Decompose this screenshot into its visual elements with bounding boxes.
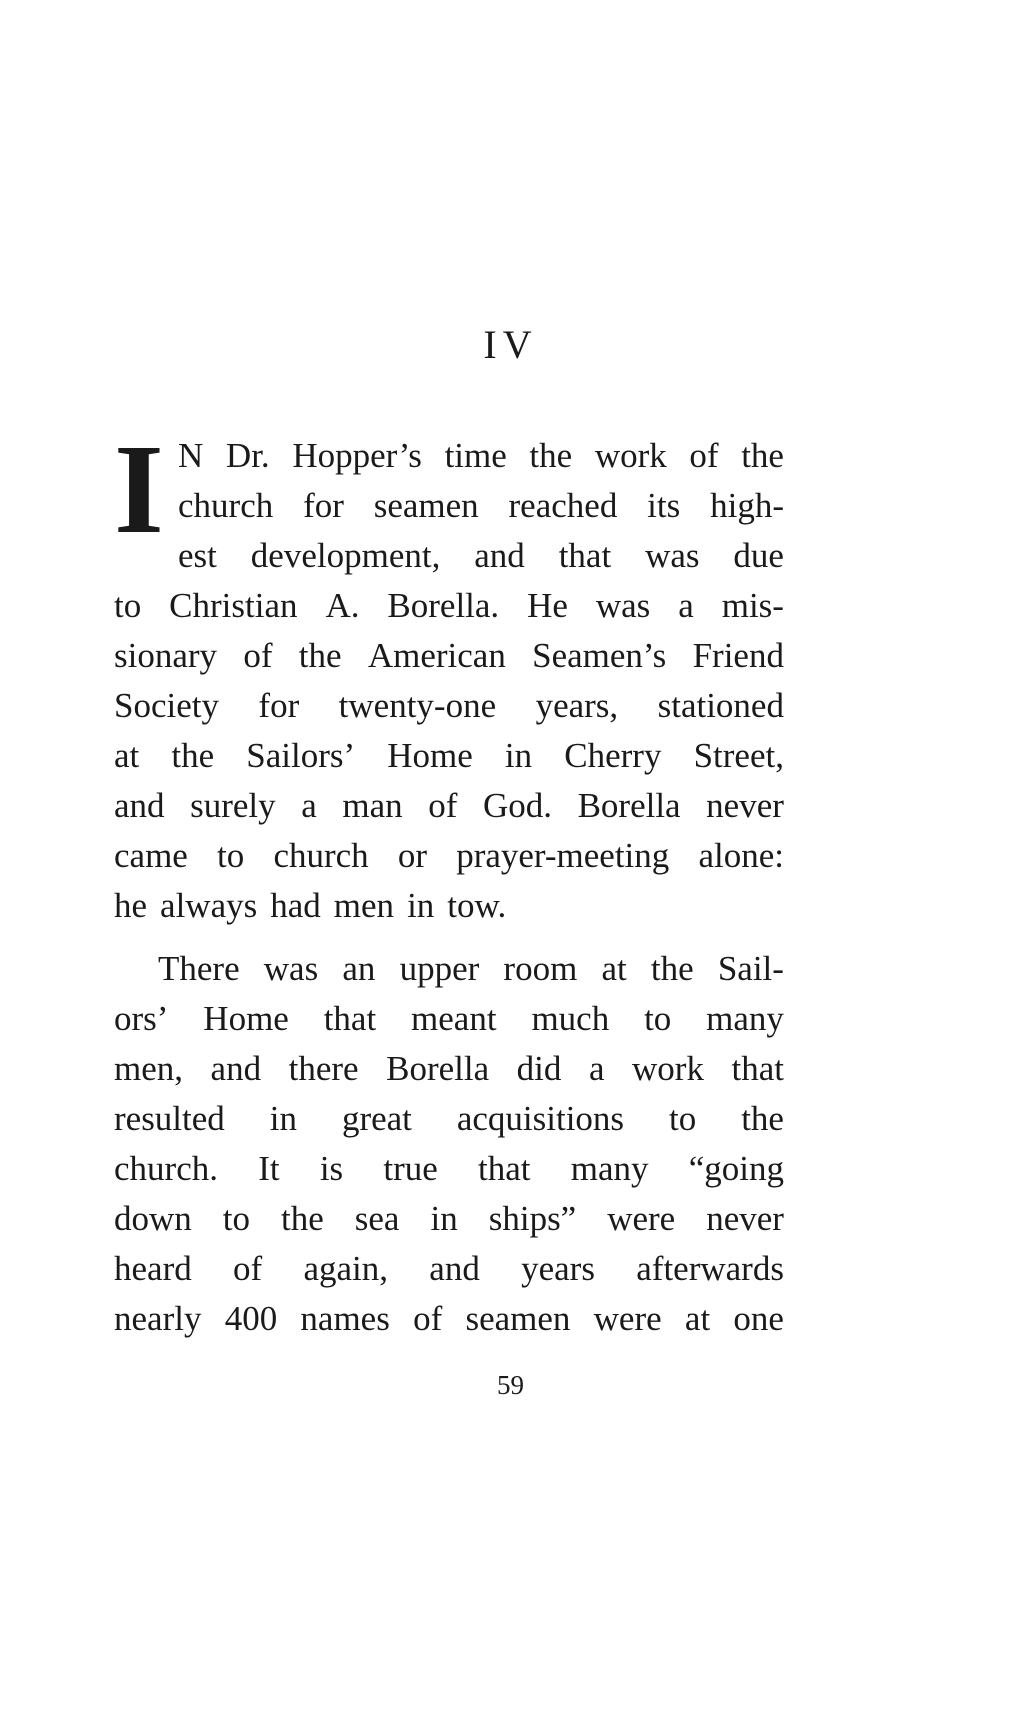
word: development, [250, 536, 441, 575]
text-line [114, 1044, 784, 1094]
word: Sailors’ [246, 736, 356, 775]
text-line [114, 581, 784, 631]
word: came [114, 836, 188, 875]
word: for [258, 686, 300, 725]
word: a [588, 1049, 605, 1088]
word: Cherry [564, 736, 662, 775]
word: ships” [488, 1199, 577, 1238]
word: Society [114, 686, 219, 725]
word: There [158, 949, 240, 988]
word: Borella [577, 786, 681, 825]
word: alone: [698, 836, 784, 875]
word: church [273, 836, 369, 875]
word: that [731, 1049, 784, 1088]
word: Dr. [225, 436, 270, 475]
word: were [607, 1199, 676, 1238]
word: to [222, 1199, 251, 1238]
word: Borella. [387, 586, 500, 625]
word: an [342, 949, 376, 988]
word: God. [482, 786, 552, 825]
word: church [178, 486, 274, 525]
text-line [114, 831, 784, 881]
word: great [341, 1099, 412, 1138]
word: mis- [721, 586, 784, 625]
word: one [733, 1299, 784, 1338]
word: room [503, 949, 578, 988]
word: prayer-meeting [456, 836, 670, 875]
word: to [114, 586, 142, 625]
paragraph-2 [114, 944, 784, 1344]
paragraph-1 [114, 431, 784, 931]
word: sea [354, 1199, 400, 1238]
word: never [706, 1199, 784, 1238]
word: many [570, 1149, 649, 1188]
word: in [407, 886, 435, 925]
word: and [429, 1249, 480, 1288]
word: down [114, 1199, 192, 1238]
word: resulted [114, 1099, 225, 1138]
word: did [516, 1049, 562, 1088]
text-line [114, 1094, 784, 1144]
word: or [397, 836, 428, 875]
word: work [594, 436, 667, 475]
text-line [114, 681, 784, 731]
word: work [632, 1049, 704, 1088]
text-line [114, 944, 784, 994]
word: time [444, 436, 507, 475]
word: to [644, 999, 672, 1038]
word: at [601, 949, 627, 988]
text-line [178, 531, 784, 581]
word: due [733, 536, 784, 575]
word: the [281, 1199, 324, 1238]
word: upper [399, 949, 480, 988]
word: was [595, 586, 651, 625]
text-line [114, 1294, 784, 1344]
text-line [178, 431, 784, 481]
word: It [258, 1149, 280, 1188]
word: never [706, 786, 784, 825]
word: much [531, 999, 610, 1038]
word: seamen [465, 1299, 571, 1338]
word: in [430, 1199, 458, 1238]
word: a [301, 786, 317, 825]
word: of [413, 1299, 443, 1338]
word: at [684, 1299, 711, 1338]
word: and [210, 1049, 262, 1088]
word: acquisitions [456, 1099, 625, 1138]
word: heard [114, 1249, 192, 1288]
word: that [478, 1149, 531, 1188]
text-line [114, 881, 784, 931]
word: men [333, 886, 395, 925]
word: there [288, 1049, 359, 1088]
word: “going [688, 1149, 784, 1188]
word: Hopper’s [292, 436, 422, 475]
text-line [114, 731, 784, 781]
word: were [593, 1299, 662, 1338]
word: of [243, 636, 273, 675]
word: many [706, 999, 784, 1038]
word: N [178, 436, 204, 475]
word: Friend [692, 636, 784, 675]
word: the [741, 436, 784, 475]
word: was [263, 949, 319, 988]
text-line [114, 1194, 784, 1244]
word: Seamen’s [532, 636, 667, 675]
word: surely [190, 786, 276, 825]
word: and [474, 536, 525, 575]
word: meant [411, 999, 497, 1038]
word: nearly [114, 1299, 202, 1338]
text-line [114, 1244, 784, 1294]
word: sionary [114, 636, 218, 675]
word: was [645, 536, 700, 575]
word: Home [203, 999, 289, 1038]
word: true [383, 1149, 438, 1188]
chapter-heading: IV [483, 322, 538, 367]
text-line [114, 781, 784, 831]
word: years, [535, 686, 619, 725]
word: at [114, 736, 140, 775]
page-number: 59 [497, 1370, 524, 1400]
word: A. [325, 586, 360, 625]
word: twenty-one [338, 686, 497, 725]
word: for [303, 486, 344, 525]
word: to [217, 836, 245, 875]
word: reached [508, 486, 618, 525]
word: Home [387, 736, 473, 775]
word: He [527, 586, 568, 625]
word: in [504, 736, 533, 775]
word: and [114, 786, 165, 825]
text-line [114, 631, 784, 681]
word: Christian [169, 586, 298, 625]
word: est [178, 536, 217, 575]
text-line [114, 994, 784, 1044]
word: a [678, 586, 694, 625]
word: of [233, 1249, 263, 1288]
word: the [741, 1099, 784, 1138]
word: afterwards [636, 1249, 784, 1288]
word: names [300, 1299, 390, 1338]
word: seamen [373, 486, 479, 525]
word: Street, [693, 736, 784, 775]
word: is [319, 1149, 344, 1188]
word: again, [303, 1249, 388, 1288]
word: the [650, 949, 694, 988]
drop-cap-letter: I [114, 418, 164, 560]
word: years [521, 1249, 595, 1288]
text-line [178, 481, 784, 531]
word: the [171, 736, 215, 775]
word: its [647, 486, 681, 525]
text-line [114, 1144, 784, 1194]
word: Borella [386, 1049, 490, 1088]
word: Sail- [717, 949, 784, 988]
word: American [367, 636, 506, 675]
word: that [558, 536, 612, 575]
word: tow. [447, 886, 507, 925]
word: the [298, 636, 342, 675]
word: had [270, 886, 321, 925]
word: he [114, 886, 148, 925]
word: stationed [657, 686, 784, 725]
word: man [342, 786, 403, 825]
word: 400 [224, 1299, 278, 1338]
word: of [689, 436, 719, 475]
word: ors’ [114, 999, 169, 1038]
word: always [160, 886, 258, 925]
word: that [323, 999, 377, 1038]
word: of [428, 786, 458, 825]
word: men, [114, 1049, 184, 1088]
word: to [669, 1099, 697, 1138]
word: high- [710, 486, 784, 525]
word: church. [114, 1149, 218, 1188]
word: in [269, 1099, 297, 1138]
word: the [529, 436, 573, 475]
